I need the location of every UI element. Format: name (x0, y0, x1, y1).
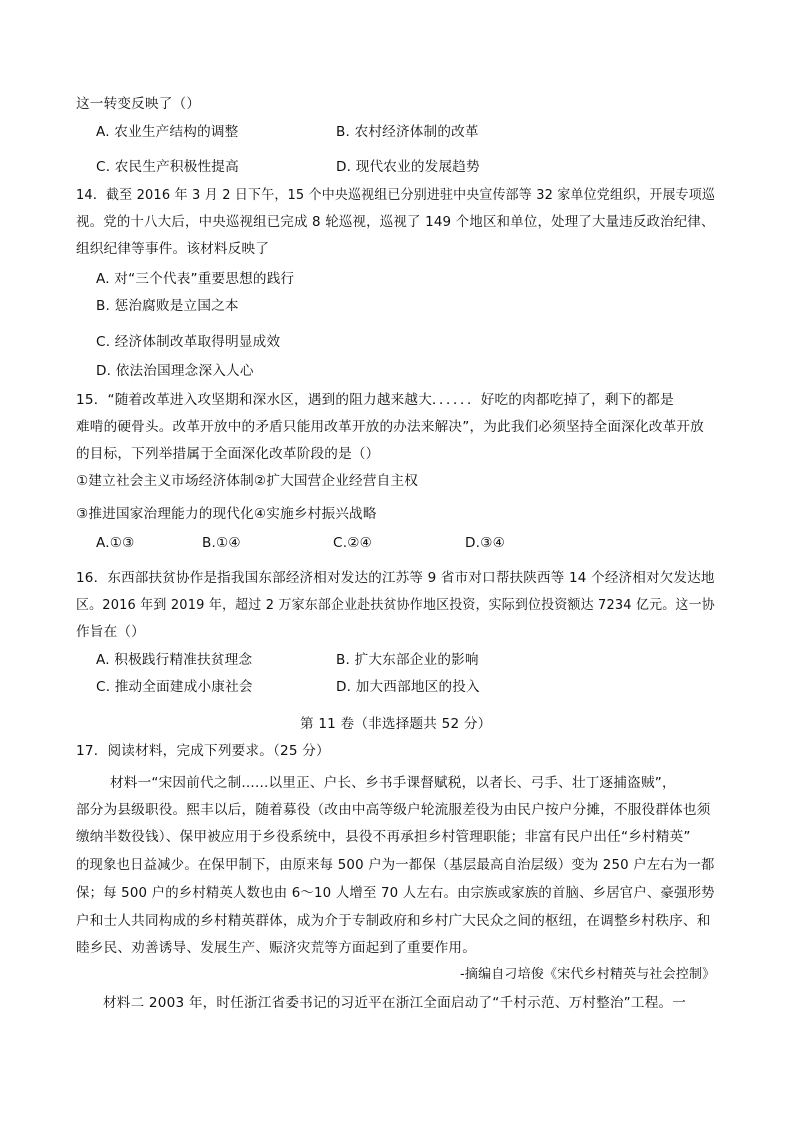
q17-material-1-line-4: 的现象也日益减少。在保甲制下，由原来每 500 户为一都保（基层最高自治层级）变为 250 户左右为一都 (76, 857, 715, 873)
q17-material-1-line-2: 部分为县级职役。熙丰以后，随着募役（改由中高等级户轮流服差役为由民户按户分摊，不服役群体也须 (76, 802, 711, 818)
q13-option-c: C. 农民生产积极性提高 (96, 159, 239, 175)
q16-stem-line-3: 作旨在（） (76, 624, 145, 640)
q15-stem-line-1: 15．“随着改革进入攻坚期和深水区，遇到的阻力越来越大．．．．．．好吃的肉都吃掉了，剩下的都是 (76, 392, 674, 408)
q14-stem-line-3: 组织纪律等事件。该材料反映了 (76, 241, 270, 257)
section-2-title: 第 11 卷（非选择题共 52 分） (300, 716, 492, 732)
q13-stem: 这一转变反映了（） (76, 96, 201, 112)
q17-material-1-line-6: 户和士人共同构成的乡村精英群体，成为介于专制政府和乡村广大民众之间的枢纽，在调整乡村秩序、和 (76, 913, 711, 929)
q14-option-d: D. 依法治国理念深入人心 (96, 363, 254, 379)
q17-material-1-line-1: 材料一“宋因前代之制......以里正、户长、乡书手课督赋税，以者长、弓手、壮丁逐捕盗贼”， (110, 775, 676, 791)
q15-item-line-2: ③推进国家治理能力的现代化④实施乡村振兴战略 (76, 506, 377, 522)
q14-option-a: A. 对“三个代表”重要思想的践行 (96, 271, 295, 287)
q15-stem-line-2: 难啃的硬骨头。改革开放中的矛盾只能用改革开放的办法来解决”，为此我们必须坚持全面深化改革开放 (76, 419, 704, 435)
q15-option-d: D.③④ (465, 535, 505, 551)
q14-stem-line-2: 视。党的十八大后，中央巡视组已完成 8 轮巡视，巡视了 149 个地区和单位，处理了大量违反政治纪律、 (76, 214, 715, 230)
q16-option-c: C. 推动全面建成小康社会 (96, 679, 253, 695)
q14-option-b: B. 惩治腐败是立国之本 (96, 298, 239, 314)
q16-option-d: D. 加大西部地区的投入 (336, 679, 480, 695)
q16-stem-line-1: 16．东西部扶贫协作是指我国东部经济相对发达的江苏等 9 省市对口帮扶陕西等 14 个经济相对欠发达地 (76, 570, 715, 586)
q15-option-c: C.②④ (333, 535, 372, 551)
q17-material-1-line-5: 保；每 500 户的乡村精英人数也由 6～10 人增至 70 人左右。由宗族或家族的首脑、乡居官户、豪强形势 (76, 885, 715, 901)
q17-material-1-line-7: 睦乡民、劝善诱导、发展生产、赈济灾荒等方面起到了重要作用。 (76, 940, 477, 956)
q17-material-1-line-3: 缴纳半数役钱）、保甲被应用于乡役系统中，县役不再承担乡村管理职能；非富有民户出任“乡村精英” (76, 829, 691, 845)
q13-option-d: D. 现代农业的发展趋势 (336, 159, 480, 175)
q16-stem-line-2: 区。2016 年到 2019 年，超过 2 万家东部企业赴扶贫协作地区投资，实际到位投资额达 7234 亿元。这一协 (76, 597, 715, 613)
q15-item-line-1: ①建立社会主义市场经济体制②扩大国营企业经营自主权 (76, 473, 419, 489)
q16-option-a: A. 积极践行精准扶贫理念 (96, 652, 253, 668)
q14-stem-line-1: 14．截至 2016 年 3 月 2 日下午，15 个中央巡视组已分别进驻中央宣传部等 32 家单位党组织，开展专项巡 (76, 187, 716, 203)
q15-option-b: B.①④ (202, 535, 241, 551)
q16-option-b: B. 扩大东部企业的影响 (336, 652, 479, 668)
q14-option-c: C. 经济体制改革取得明显成效 (96, 334, 281, 350)
q15-stem-line-3: 的目标，下列举措属于全面深化改革阶段的是（） (76, 446, 380, 462)
q17-material-2-line-1: 材料二 2003 年，时任浙江省委书记的习近平在浙江全面启动了“千村示范、万村整治”工程。一 (103, 995, 687, 1011)
q17-stem: 17．阅读材料，完成下列要求。（25 分） (76, 743, 330, 759)
q17-material-1-source: -摘编自刁培俊《宋代乡村精英与社会控制》 (459, 967, 716, 982)
q13-option-a: A. 农业生产结构的调整 (96, 124, 239, 140)
q15-option-a: A.①③ (96, 535, 135, 551)
q13-option-b: B. 农村经济体制的改革 (336, 124, 479, 140)
